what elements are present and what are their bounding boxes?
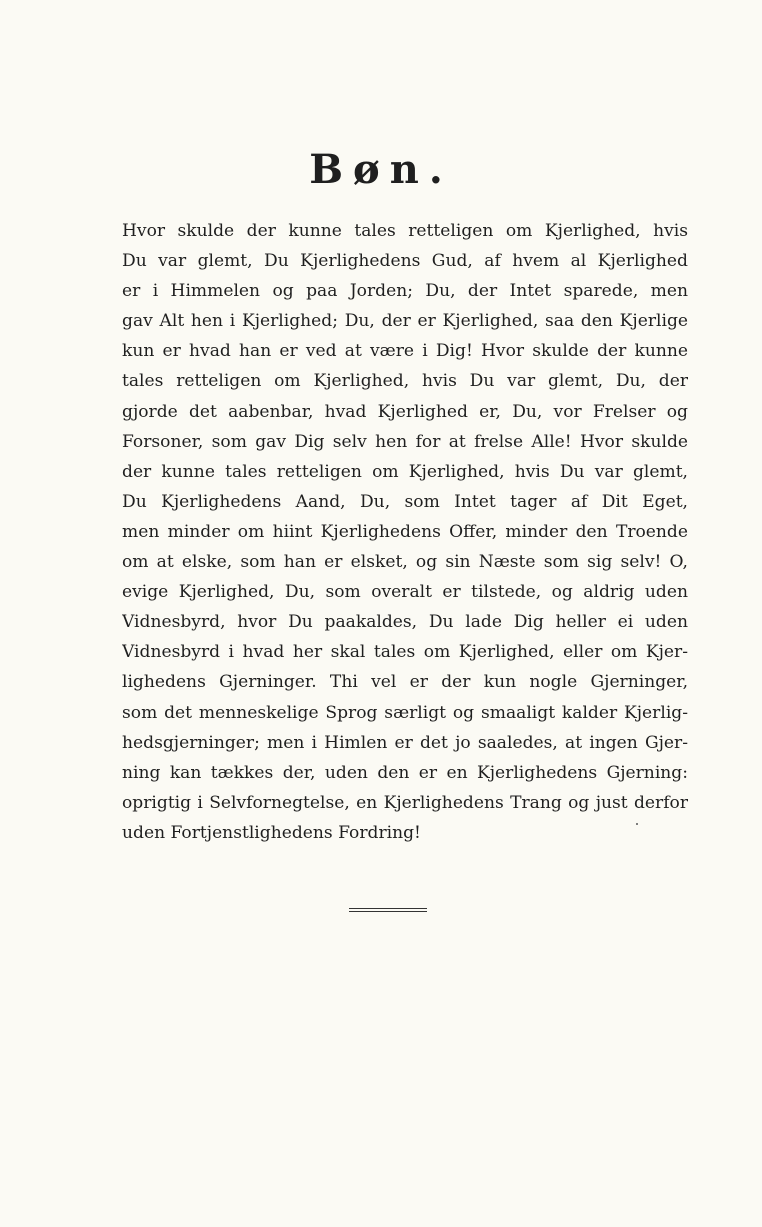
text-line: men minder om hiint Kjerlighedens Offer, minder den Troende bbox=[122, 521, 688, 542]
text-line: Du Kjerlighedens Aand, Du, som Intet tager af Dit Eget, bbox=[122, 491, 688, 512]
text-line: oprigtig i Selvfornegtelse, en Kjerlighedens Trang og just derfor bbox=[122, 792, 688, 813]
ink-speck bbox=[636, 823, 638, 825]
text-line: der kunne tales retteligen om Kjerlighed, hvis Du var glemt, bbox=[122, 461, 688, 482]
text-line: tales retteligen om Kjerlighed, hvis Du var glemt, Du, der bbox=[122, 371, 688, 392]
page-title: Bøn. bbox=[309, 146, 453, 193]
text-line: kun er hvad han er ved at være i Dig! Hvor skulde der kunne bbox=[122, 341, 688, 362]
text-line: er i Himmelen og paa Jorden; Du, der Intet sparede, men bbox=[122, 281, 688, 302]
text-line: som det menneskelige Sprog særligt og smaaligt kalder Kjerlig- bbox=[122, 702, 688, 723]
section-divider-rule bbox=[349, 908, 427, 909]
text-line: Vidnesbyrd i hvad her skal tales om Kjerlighed, eller om Kjer- bbox=[122, 642, 688, 663]
text-line: om at elske, som han er elsket, og sin Næste som sig selv! O, bbox=[122, 552, 688, 573]
text-line: hedsgjerninger; men i Himlen er det jo saaledes, at ingen Gjer- bbox=[122, 732, 688, 753]
text-line: lighedens Gjerninger. Thi vel er der kun nogle Gjerninger, bbox=[122, 672, 688, 693]
text-line: ning kan tækkes der, uden den er en Kjerlighedens Gjerning: bbox=[122, 762, 688, 783]
text-line: gav Alt hen i Kjerlighed; Du, der er Kjerlighed, saa den Kjerlige bbox=[122, 311, 688, 332]
prayer-paragraph bbox=[122, 216, 688, 848]
text-line: gjorde det aabenbar, hvad Kjerlighed er, Du, vor Frelser og bbox=[122, 401, 688, 422]
text-line: evige Kjerlighed, Du, som overalt er tilstede, og aldrig uden bbox=[122, 582, 688, 603]
text-line: Hvor skulde der kunne tales retteligen om Kjerlighed, hvis bbox=[122, 221, 688, 241]
text-line: Forsoner, som gav Dig selv hen for at frelse Alle! Hvor skulde bbox=[122, 431, 688, 452]
text-line: Vidnesbyrd, hvor Du paakaldes, Du lade Dig heller ei uden bbox=[122, 612, 688, 633]
text-line: uden Fortjenstlighedens Fordring! bbox=[122, 822, 421, 843]
text-line: Du var glemt, Du Kjerlighedens Gud, af hvem al Kjerlighed bbox=[122, 251, 688, 272]
